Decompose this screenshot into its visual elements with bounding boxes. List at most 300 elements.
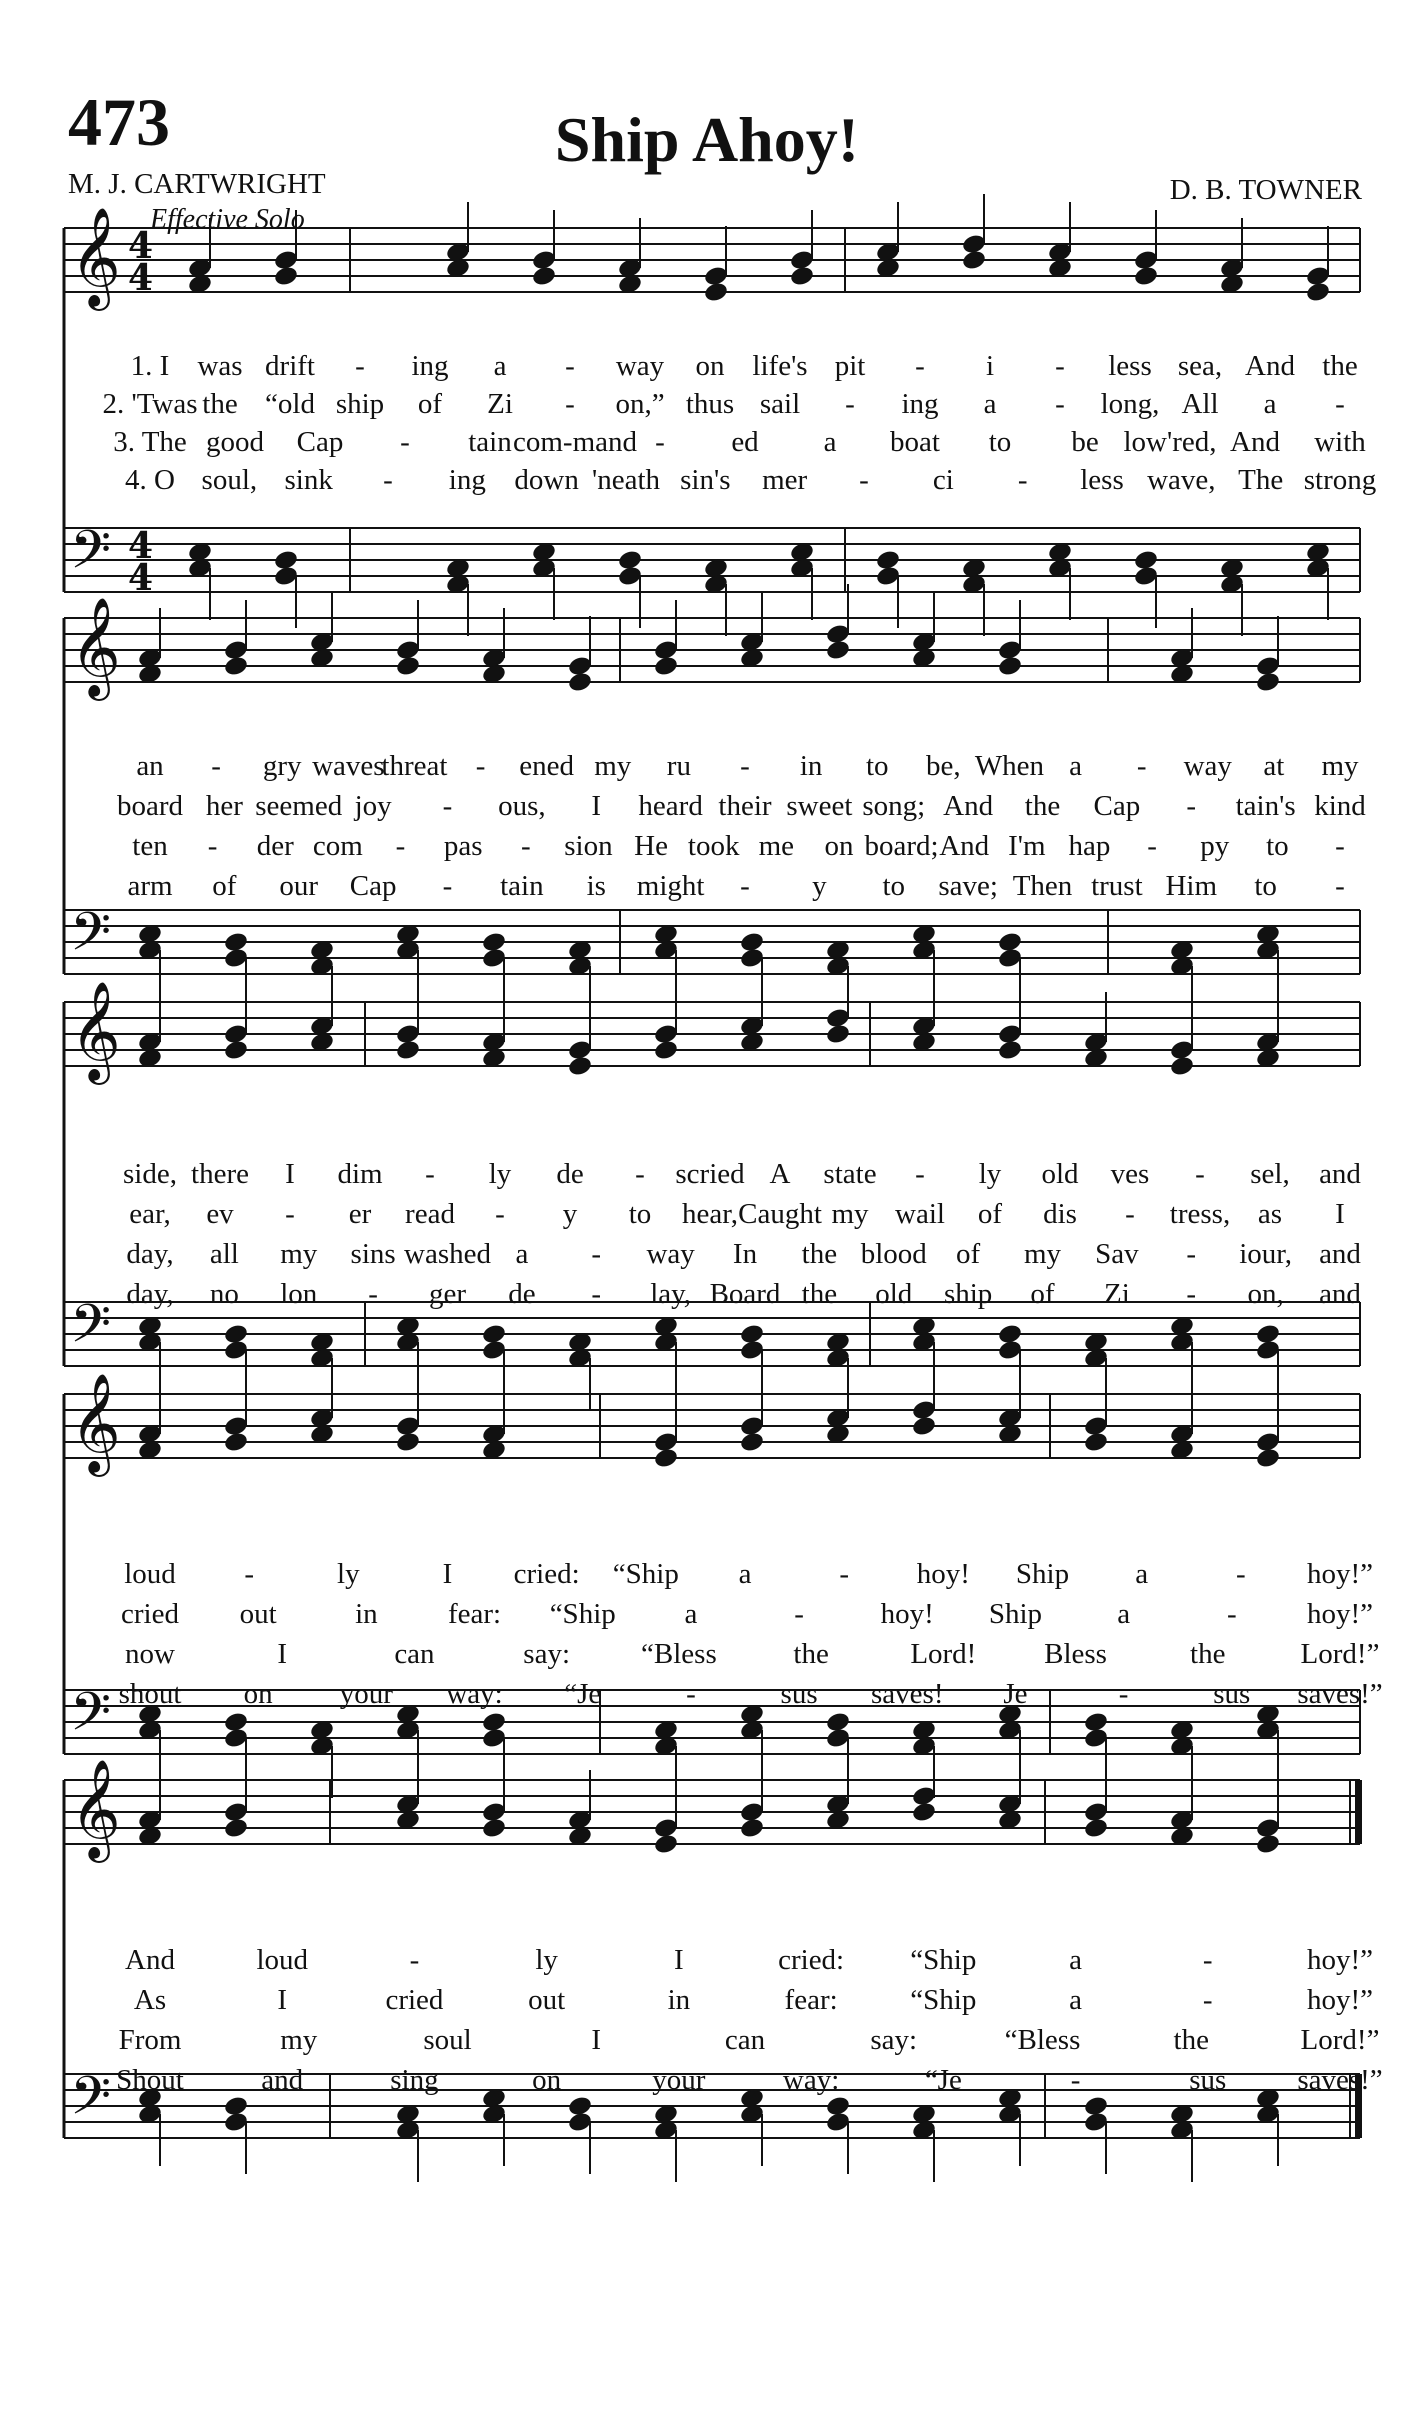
lyric-syllable: be [1071, 426, 1099, 458]
notehead [653, 1039, 679, 1062]
lyric-syllable: of [977, 1198, 1003, 1230]
lyric-syllable: “Je [564, 1678, 602, 1710]
tempo-marking: Effective Solo [150, 204, 305, 235]
lyric-syllable: thus [685, 388, 735, 420]
notehead [223, 1039, 249, 1062]
lyric-syllable: hap [1068, 830, 1111, 862]
lyric-syllable: ing [448, 464, 486, 496]
lyric-syllable: saves! [871, 1678, 944, 1710]
lyric-syllable: - [244, 1558, 254, 1590]
time-signature-bottom: 4 [128, 257, 154, 299]
lyric-syllable: He [634, 830, 668, 862]
lyric-syllable: heard [638, 790, 703, 822]
notehead [997, 1039, 1023, 1062]
lyric-syllable: to [988, 426, 1012, 458]
lyric-syllable: tain's [1235, 790, 1296, 822]
lyric-syllable: - [591, 1278, 602, 1310]
lyric-syllable: 1. I [130, 350, 170, 382]
lyric-syllable: be, [926, 750, 961, 782]
lyric-syllable: on,” [615, 388, 665, 420]
lyric-syllable: a [1117, 1598, 1131, 1630]
lyric-syllable: no [209, 1278, 239, 1310]
lyric-syllable: 4. O [125, 464, 175, 496]
lyric-syllable: your [339, 1678, 393, 1710]
lyric-syllable: i [985, 350, 995, 382]
lyric-syllable: - [1055, 388, 1065, 420]
lyric-syllable: y [562, 1198, 578, 1230]
lyric-syllable: ened [519, 750, 575, 782]
lyric-syllable: - [915, 350, 925, 382]
lyric-syllable: “Bless [641, 1638, 717, 1670]
lyric-syllable: Je [1003, 1678, 1028, 1710]
lyric-syllable: old [875, 1278, 913, 1310]
lyric-syllable: lay, [650, 1278, 692, 1310]
lyric-syllable: - [207, 830, 218, 862]
lyric-syllable: ly [488, 1158, 512, 1190]
lyric-syllable: blood [860, 1238, 927, 1270]
notehead [789, 265, 815, 288]
lyric-syllable: - [565, 350, 575, 382]
lyric-syllable: way: [446, 1678, 503, 1710]
notehead [223, 1431, 249, 1454]
lyric-syllable: ly [337, 1558, 360, 1590]
lyric-syllable: - [1335, 870, 1345, 902]
lyric-syllable: Ship [988, 1598, 1043, 1630]
lyric-syllable: my [594, 750, 632, 782]
lyric-syllable: state [823, 1158, 877, 1190]
lyric-syllable: “Je [924, 2064, 962, 2096]
lyric-syllable: of [956, 1238, 981, 1270]
lyric-syllable: a [1069, 1944, 1082, 1976]
lyric-syllable: der [256, 830, 294, 862]
lyric-syllable: in [667, 1984, 691, 2016]
lyric-syllable: - [686, 1678, 696, 1710]
lyric-syllable: ing [411, 350, 449, 382]
lyric-syllable: - [425, 1158, 435, 1190]
lyric-syllable: ly [535, 1944, 558, 1976]
lyric-syllable: your [652, 2064, 706, 2096]
lyric-syllable: com [312, 830, 363, 862]
lyric-syllable: day, [126, 1238, 174, 1270]
lyric-syllable: way [615, 350, 665, 382]
lyric-syllable: saves!” [1297, 2064, 1383, 2096]
notehead [273, 265, 299, 288]
notehead [653, 1447, 679, 1470]
lyric-syllable: I'm [1008, 830, 1046, 862]
lyric-syllable: a [1263, 388, 1277, 420]
lyric-syllable: the [1173, 2024, 1209, 2056]
notehead [1083, 1817, 1109, 1840]
composer-credit: D. B. TOWNER [1169, 174, 1362, 206]
lyric-syllable: on [243, 1678, 273, 1710]
lyric-syllable: - [1118, 1678, 1129, 1710]
lyric-syllable: all [209, 1238, 239, 1270]
lyric-syllable: - [1186, 1238, 1197, 1270]
lyric-syllable: our [279, 870, 319, 902]
lyric-syllable: was [197, 350, 243, 382]
bass-clef-icon: 𝄢 [70, 1294, 112, 1368]
notehead [481, 1817, 507, 1840]
lyric-syllable: now [125, 1638, 175, 1670]
lyric-syllable: mer [762, 464, 808, 496]
lyric-syllable: I [591, 2024, 602, 2056]
lyric-syllable: tain [468, 426, 512, 458]
lyric-syllable: hoy!” [1306, 1598, 1374, 1630]
lyric-syllable: a [823, 426, 837, 458]
lyric-syllable: - [1017, 464, 1028, 496]
lyric-syllable: - [409, 1944, 420, 1976]
lyric-syllable: tain [500, 870, 544, 902]
time-signature-bottom: 4 [128, 557, 154, 599]
lyric-syllable: From [118, 2024, 182, 2056]
lyric-syllable: - [1147, 830, 1157, 862]
lyric-syllable: ci [932, 464, 954, 496]
lyric-syllable: 'neath [591, 464, 661, 496]
lyric-syllable: - [1195, 1158, 1205, 1190]
lyric-syllable: Lord! [910, 1638, 977, 1670]
notehead [1133, 265, 1159, 288]
lyric-syllable: arm [127, 870, 173, 902]
lyric-syllable: life's [752, 350, 808, 382]
lyric-syllable: py [1200, 830, 1230, 862]
notehead [961, 249, 987, 272]
lyric-syllable: Board [709, 1278, 781, 1310]
lyric-syllable: less [1080, 464, 1124, 496]
lyric-syllable: - [1186, 1278, 1197, 1310]
lyric-syllable: a [1069, 750, 1082, 782]
lyricist-credit: M. J. CARTWRIGHT [68, 168, 326, 200]
lyric-syllable: - [400, 426, 410, 458]
lyric-syllable: And [943, 790, 994, 822]
lyric-syllable: ing [901, 388, 939, 420]
lyric-syllable: y [812, 870, 827, 902]
lyric-syllable: - [211, 750, 221, 782]
lyric-syllable: side, [123, 1158, 177, 1190]
lyric-syllable: - [442, 870, 453, 902]
notehead [1255, 671, 1281, 694]
lyric-syllable: sin's [680, 464, 731, 496]
lyric-syllable: The [1238, 464, 1284, 496]
notehead [703, 281, 729, 304]
lyric-syllable: dis [1043, 1198, 1077, 1230]
lyric-syllable: in [799, 750, 823, 782]
bass-clef-icon: 𝄢 [70, 1682, 112, 1756]
lyric-syllable: - [839, 1558, 849, 1590]
lyric-syllable: hoy!” [1306, 1944, 1374, 1976]
lyric-syllable: ly [978, 1158, 1002, 1190]
lyric-syllable: hear, [682, 1198, 738, 1230]
lyric-syllable: “old [265, 388, 315, 420]
lyric-syllable: a [515, 1238, 529, 1270]
lyric-syllable: - [915, 1158, 925, 1190]
lyric-syllable: and [1319, 1278, 1361, 1310]
lyric-syllable: at [1263, 750, 1285, 782]
lyric-syllable: Caught [738, 1198, 822, 1230]
lyric-syllable: - [355, 350, 365, 382]
lyric-syllable: on [532, 2064, 562, 2096]
lyric-syllable: And [1245, 350, 1295, 382]
lyric-syllable: - [635, 1158, 645, 1190]
lyric-syllable: I [277, 1638, 288, 1670]
bass-clef-icon: 𝄢 [70, 902, 112, 976]
lyric-syllable: the [1024, 790, 1061, 822]
lyric-syllable: save; [938, 870, 998, 902]
lyric-syllable: - [395, 830, 406, 862]
lyric-syllable: - [794, 1598, 804, 1630]
lyric-syllable: com-mand [512, 426, 638, 458]
lyric-syllable: shout [118, 1678, 182, 1710]
lyric-syllable: long, [1100, 388, 1160, 420]
lyric-syllable: a [1069, 1984, 1082, 2016]
treble-clef-icon: 𝄞 [70, 1759, 121, 1859]
lyric-syllable: soul, [201, 464, 258, 496]
lyric-syllable: Zi [487, 388, 513, 420]
lyric-syllable: ger [428, 1278, 467, 1310]
lyric-syllable: my [1321, 750, 1359, 782]
lyric-syllable: - [565, 388, 575, 420]
lyric-syllable: is [586, 870, 606, 902]
lyric-syllable: Him [1165, 870, 1218, 902]
lyric-syllable: I [591, 790, 602, 822]
lyric-syllable: As [133, 1984, 167, 2016]
lyric-syllable: - [475, 750, 486, 782]
notehead [911, 1801, 937, 1824]
lyric-syllable: - [1226, 1598, 1237, 1630]
lyric-syllable: the [1322, 350, 1358, 382]
lyric-syllable: the [801, 1278, 838, 1310]
lyric-syllable: day, [126, 1278, 174, 1310]
lyric-syllable: to [1266, 830, 1289, 862]
lyric-syllable: cried: [778, 1944, 845, 1976]
lyric-syllable: “Ship [612, 1558, 679, 1590]
lyric-syllable: on [695, 350, 725, 382]
notehead [395, 1431, 421, 1454]
lyric-syllable: When [974, 750, 1045, 782]
lyric-syllable: sweet [786, 790, 853, 822]
lyric-syllable: their [718, 790, 772, 822]
lyric-syllable: sink [284, 464, 333, 496]
lyric-syllable: to [1254, 870, 1277, 902]
lyric-syllable: a [983, 388, 997, 420]
lyric-syllable: 2. 'Twas [102, 388, 198, 420]
lyric-syllable: kind [1314, 790, 1366, 822]
lyric-syllable: the [202, 388, 238, 420]
lyric-syllable: gry [262, 750, 302, 782]
lyric-syllable: - [859, 464, 869, 496]
lyric-syllable: Lord!” [1300, 2024, 1380, 2056]
lyric-syllable: dim [337, 1158, 383, 1190]
lyric-syllable: might [636, 870, 705, 902]
lyric-syllable: me [758, 830, 795, 862]
lyric-syllable: sus [1213, 1678, 1251, 1710]
treble-clef-icon: 𝄞 [70, 1373, 121, 1473]
lyric-syllable: sus [1189, 2064, 1227, 2096]
lyric-syllable: less [1108, 350, 1152, 382]
lyric-syllable: fear: [447, 1598, 502, 1630]
lyric-syllable: hoy!” [1306, 1558, 1374, 1590]
lyric-syllable: fear: [784, 1984, 838, 2016]
lyric-syllable: soul [423, 2024, 472, 2056]
lyric-syllable: “Ship [910, 1944, 977, 1976]
lyric-syllable: on [824, 830, 854, 862]
lyric-syllable: of [417, 388, 443, 420]
lyric-syllable: low'red, [1123, 426, 1217, 458]
lyric-syllable: All [1181, 388, 1219, 420]
notehead [825, 639, 851, 662]
lyric-syllable: cried [121, 1598, 179, 1630]
lyric-syllable: the [1190, 1638, 1226, 1670]
lyric-syllable: can [724, 2024, 766, 2056]
lyric-syllable: ear, [129, 1198, 171, 1230]
lyric-syllable: down [514, 464, 579, 496]
notehead [911, 1415, 937, 1438]
lyric-syllable: sus [780, 1678, 818, 1710]
lyric-syllable: my [1023, 1238, 1062, 1270]
lyric-syllable: out [528, 1984, 566, 2016]
lyric-syllable: scried [675, 1158, 745, 1190]
lyric-syllable: er [348, 1198, 372, 1230]
lyric-syllable: on, [1247, 1278, 1284, 1310]
lyric-syllable: - [1202, 1944, 1213, 1976]
bass-clef-icon: 𝄢 [70, 520, 112, 594]
lyric-syllable: Then [1012, 870, 1073, 902]
lyric-syllable: Cap [296, 426, 344, 458]
notehead [395, 655, 421, 678]
lyric-syllable: out [239, 1598, 277, 1630]
lyric-syllable: - [442, 790, 453, 822]
lyric-syllable: iour, [1239, 1238, 1293, 1270]
lyric-syllable: sion [564, 830, 613, 862]
lyric-syllable: and [1319, 1158, 1361, 1190]
time-signature-top: 4 [128, 525, 154, 567]
lyric-syllable: way: [782, 2064, 840, 2096]
lyric-syllable: my [280, 2024, 318, 2056]
lyric-syllable: her [205, 790, 243, 822]
hymn-number: 473 [68, 84, 170, 160]
lyric-syllable: a [684, 1598, 698, 1630]
lyric-syllable: - [740, 750, 750, 782]
lyric-syllable: and [1319, 1238, 1361, 1270]
lyric-syllable: - [1070, 2064, 1081, 2096]
lyric-syllable: there [191, 1158, 249, 1190]
lyric-syllable: hoy!” [1306, 1984, 1374, 2016]
lyric-syllable: - [1335, 388, 1345, 420]
lyric-syllable: “Ship [910, 1984, 977, 2016]
lyric-syllable: Zi [1103, 1278, 1130, 1310]
notehead [531, 265, 557, 288]
lyric-syllable: I [442, 1558, 453, 1590]
lyric-syllable: - [1335, 830, 1345, 862]
lyric-syllable: cried: [513, 1558, 580, 1590]
lyric-syllable: lon [280, 1278, 318, 1310]
notehead [739, 1431, 765, 1454]
lyric-syllable: wave, [1147, 464, 1216, 496]
lyric-syllable: of [212, 870, 237, 902]
lyric-syllable: say: [870, 2024, 918, 2056]
lyric-syllable: I [277, 1984, 288, 2016]
lyric-syllable: my [831, 1198, 869, 1230]
notehead [223, 1817, 249, 1840]
lyric-syllable: And [125, 1944, 175, 1976]
lyric-syllable: Cap [349, 870, 397, 902]
lyric-syllable: a [738, 1558, 752, 1590]
lyric-syllable: hoy! [880, 1598, 934, 1630]
lyric-syllable: cried [385, 1984, 444, 2016]
lyric-syllable: with [1314, 426, 1366, 458]
lyric-syllable: Lord!” [1300, 1638, 1380, 1670]
lyric-syllable: Cap [1093, 790, 1141, 822]
lyric-syllable: - [495, 1198, 505, 1230]
lyric-syllable: I [285, 1158, 295, 1190]
lyric-syllable: Ship [1015, 1558, 1070, 1590]
lyric-syllable: boat [890, 426, 940, 458]
notehead [395, 1039, 421, 1062]
lyric-syllable: A [769, 1158, 791, 1190]
lyric-syllable: old [1041, 1158, 1079, 1190]
lyric-syllable: - [1235, 1558, 1246, 1590]
hymn-title: Ship Ahoy! [554, 104, 860, 175]
lyric-syllable: sea, [1177, 350, 1223, 382]
lyric-syllable: board [116, 790, 184, 822]
lyric-syllable: I [1335, 1198, 1345, 1230]
notehead [223, 655, 249, 678]
lyric-syllable: - [285, 1198, 295, 1230]
lyric-syllable: - [740, 870, 750, 902]
lyric-syllable: washed [404, 1238, 491, 1270]
lyric-syllable: In [732, 1238, 758, 1270]
lyric-syllable: - [1202, 1984, 1213, 2016]
lyric-syllable: ev [206, 1198, 234, 1230]
lyric-syllable: sing [390, 2064, 439, 2096]
lyric-syllable: loud [124, 1558, 176, 1590]
lyric-syllable: - [383, 464, 393, 496]
lyric-syllable: pit [834, 350, 866, 382]
treble-clef-icon: 𝄞 [70, 207, 121, 307]
lyric-syllable: and [261, 2064, 304, 2096]
lyric-syllable: read [405, 1198, 455, 1230]
notehead [1255, 1833, 1281, 1856]
lyric-syllable: And [1230, 426, 1280, 458]
lyric-syllable: saves!” [1297, 1678, 1383, 1710]
notehead [1255, 1447, 1281, 1470]
notehead [567, 1055, 593, 1078]
lyric-syllable: “Ship [549, 1598, 616, 1630]
lyric-syllable: the [793, 1638, 829, 1670]
lyric-syllable: - [368, 1278, 378, 1310]
lyric-syllable: my [280, 1238, 318, 1270]
notehead [825, 1023, 851, 1046]
lyric-syllable: Bless [1044, 1638, 1107, 1670]
notehead [1083, 1431, 1109, 1454]
notehead [567, 671, 593, 694]
lyric-syllable: loud [256, 1944, 308, 1976]
lyric-syllable: sail [759, 388, 801, 420]
treble-clef-icon: 𝄞 [70, 597, 121, 697]
notehead [1169, 1055, 1195, 1078]
lyric-syllable: took [687, 830, 740, 862]
bass-clef-icon: 𝄢 [70, 2066, 112, 2140]
lyric-syllable: sins [350, 1238, 396, 1270]
lyric-syllable: - [1136, 750, 1147, 782]
lyric-syllable: to [882, 870, 906, 902]
lyric-syllable: drift [265, 350, 315, 382]
lyric-syllable: ship [943, 1278, 993, 1310]
lyric-syllable: - [1055, 350, 1065, 382]
lyric-syllable: trust [1091, 870, 1143, 902]
notehead [653, 1833, 679, 1856]
lyric-syllable: good [206, 426, 264, 458]
lyric-syllable: de [556, 1158, 584, 1190]
